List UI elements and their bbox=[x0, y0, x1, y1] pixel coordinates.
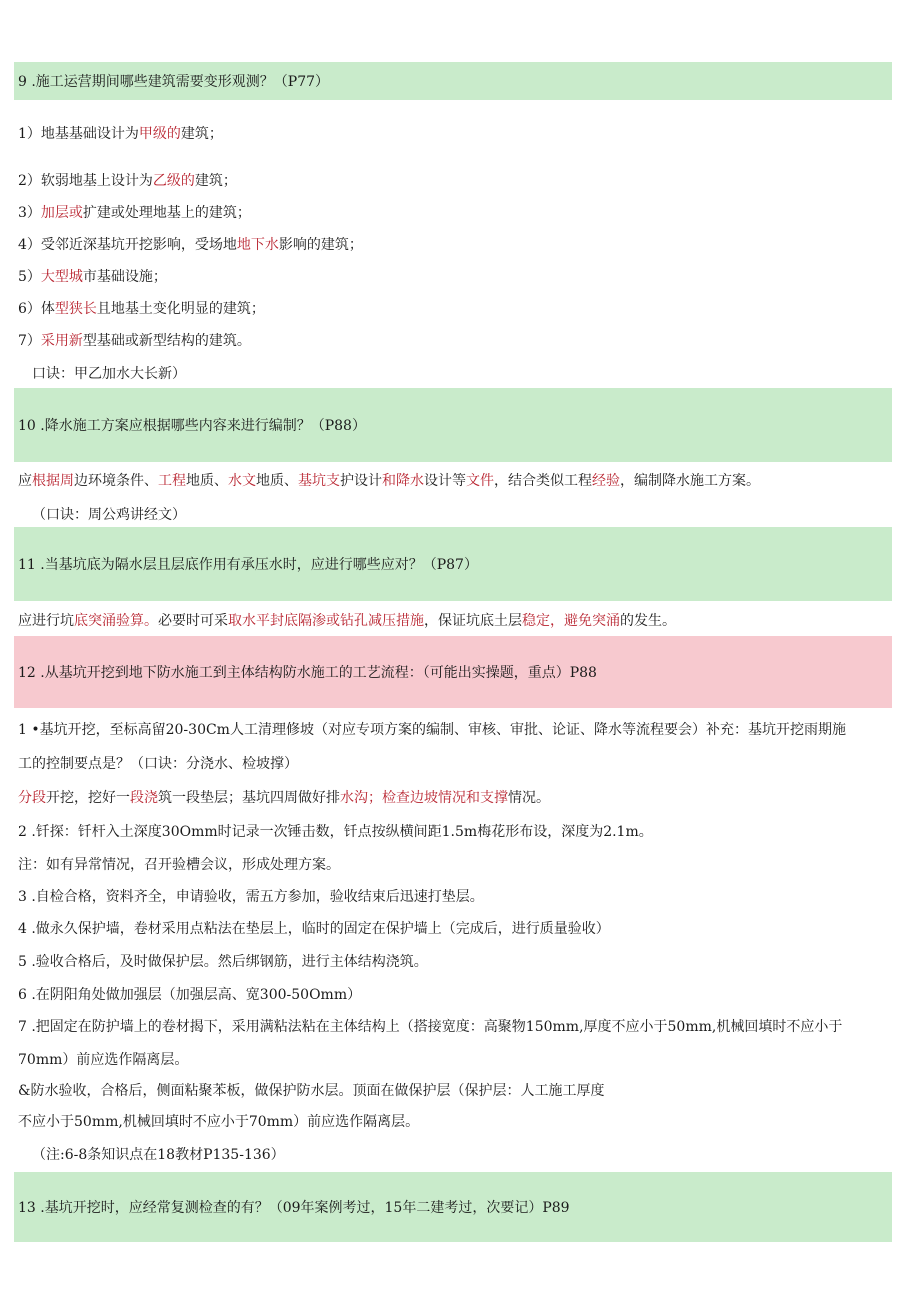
question-9-heading bbox=[14, 62, 892, 100]
text-run: 筑一段垫层；基坑四周做好排 bbox=[158, 790, 340, 806]
q10-mnemonic: （口诀：周公鸡讲经文） bbox=[32, 507, 186, 523]
q12-step-8-line-1: &防水验收，合格后，侧面粘聚苯板，做保护防水层。顶面在做保护层（保护层：人工施工厚度 bbox=[18, 1083, 605, 1099]
q12-step-1-line-2: 工的控制要点是？（口诀：分浇水、检坡撑） bbox=[18, 756, 298, 772]
highlighted-keyword: 地下水 bbox=[236, 237, 279, 253]
text-run: 7） bbox=[18, 333, 41, 349]
text-run: 市基础设施； bbox=[82, 269, 167, 285]
text-run: 地质、 bbox=[186, 473, 228, 489]
text-run: ，保证坑底土层 bbox=[424, 613, 522, 629]
text-run: 建筑； bbox=[180, 126, 223, 142]
q12-step-7-line-1: 7 .把固定在防护墙上的卷材揭下，采用满粘法粘在主体结构上（搭接宽度：高聚物150mm,厚度不应小于50mm,机械回填时不应小于 bbox=[18, 1019, 843, 1035]
highlighted-keyword: 取水平封底隔渗或钻孔减压措施 bbox=[228, 613, 424, 629]
text-run: 2）软弱地基上设计为 bbox=[18, 173, 153, 189]
q9-item-1 bbox=[18, 124, 900, 144]
question-9-title: 9 .施工运营期间哪些建筑需要变形观测？（P77） bbox=[18, 74, 330, 90]
highlighted-keyword: 底突涌验算。 bbox=[74, 613, 158, 629]
text-run: 1）地基基础设计为 bbox=[18, 126, 139, 142]
highlighted-keyword: 段浇 bbox=[130, 790, 158, 806]
q9-item-7 bbox=[18, 331, 900, 351]
text-run: ，结合类似工程 bbox=[494, 473, 592, 489]
text-run: 4）受邻近深基坑开挖影响，受场地 bbox=[18, 237, 237, 253]
text-run: 5） bbox=[18, 269, 41, 285]
highlighted-keyword: 文件 bbox=[466, 473, 494, 489]
text-run: 必要时可采 bbox=[158, 613, 228, 629]
question-13-heading bbox=[14, 1172, 892, 1242]
q12-step-3: 3 .自检合格，资料齐全，申请验收，需五方参加，验收结束后迅速打垫层。 bbox=[18, 889, 484, 905]
highlighted-keyword: 和降水 bbox=[382, 473, 424, 489]
text-run: ，编制降水施工方案。 bbox=[620, 473, 760, 489]
q12-step-5: 5 .验收合格后，及时做保护层。然后绑钢筋，进行主体结构浇筑。 bbox=[18, 954, 428, 970]
text-run: 且地基土变化明显的建筑； bbox=[96, 301, 265, 317]
question-12-heading bbox=[14, 636, 892, 708]
text-run: 边环境条件、 bbox=[74, 473, 158, 489]
text-run: 建筑； bbox=[194, 173, 237, 189]
question-10-title: 10 .降水施工方案应根据哪些内容来进行编制？（P88） bbox=[18, 418, 366, 434]
text-run: 开挖，挖好一 bbox=[46, 790, 130, 806]
question-11-heading bbox=[14, 527, 892, 601]
highlighted-keyword: 加层或 bbox=[40, 205, 83, 221]
q12-note: 注：如有异常情况，召开验槽会议，形成处理方案。 bbox=[18, 857, 340, 873]
question-12-title: 12 .从基坑开挖到地下防水施工到主体结构防水施工的工艺流程：（可能出实操题，重点）P88 bbox=[18, 665, 597, 681]
q12-step-6: 6 .在阴阳角处做加强层（加强层高、宽300-50Omm） bbox=[18, 987, 362, 1003]
highlighted-keyword: 稳定，避免突涌 bbox=[522, 613, 620, 629]
text-run: 应进行坑 bbox=[18, 613, 74, 629]
q12-step-1-line-1: 1 •基坑开挖，至标高留20-30Cm人工清理修坡（对应专项方案的编制、审核、审批、论证、降水等流程要会）补充：基坑开挖雨期施 bbox=[18, 722, 846, 738]
text-run: 地质、 bbox=[256, 473, 298, 489]
text-run: 的发生。 bbox=[620, 613, 676, 629]
text-run: 6）体 bbox=[18, 301, 55, 317]
text-run: 设计等 bbox=[424, 473, 466, 489]
highlighted-keyword: 经验 bbox=[592, 473, 620, 489]
q9-item-2 bbox=[18, 171, 900, 191]
q9-mnemonic: 口诀：甲乙加水大长新） bbox=[32, 366, 186, 382]
text-run: 应 bbox=[18, 473, 32, 489]
q9-item-3 bbox=[18, 203, 900, 223]
question-13-title: 13 .基坑开挖时，应经常复测检查的有？（09年案例考过，15年二建考过，次要记）P89 bbox=[18, 1200, 570, 1216]
q9-item-4 bbox=[18, 235, 900, 255]
q11-answer bbox=[18, 611, 900, 631]
highlighted-keyword: 乙级的 bbox=[152, 173, 195, 189]
q12-step-7-line-2: 70mm）前应选作隔离层。 bbox=[18, 1052, 189, 1068]
highlighted-keyword: 型狭长 bbox=[54, 301, 97, 317]
q12-step-2: 2 .钎探：钎杆入土深度30Omm时记录一次锤击数，钎点按纵横间距1.5m梅花形布设，深度为2.1m。 bbox=[18, 824, 653, 840]
q9-item-5 bbox=[18, 267, 900, 287]
highlighted-keyword: 甲级的 bbox=[138, 126, 181, 142]
highlighted-keyword: 分段 bbox=[18, 790, 46, 806]
highlighted-keyword: 水沟；检查边坡情况和支撑 bbox=[340, 790, 508, 806]
q12-footnote: （注:6-8条知识点在18教材P135-136） bbox=[32, 1147, 285, 1163]
text-run: 护设计 bbox=[340, 473, 382, 489]
text-run: 3） bbox=[18, 205, 41, 221]
text-run: 型基础或新型结构的建筑。 bbox=[82, 333, 251, 349]
q10-answer bbox=[18, 471, 900, 491]
highlighted-keyword: 根据周 bbox=[32, 473, 74, 489]
question-11-title: 11 .当基坑底为隔水层且层底作用有承压水时，应进行哪些应对？（P87） bbox=[18, 557, 478, 573]
question-10-heading bbox=[14, 388, 892, 462]
highlighted-keyword: 水文 bbox=[228, 473, 256, 489]
text-run: 扩建或处理地基上的建筑； bbox=[82, 205, 251, 221]
highlighted-keyword: 大型城 bbox=[40, 269, 83, 285]
highlighted-keyword: 采用新 bbox=[40, 333, 83, 349]
q9-item-6 bbox=[18, 299, 900, 319]
q12-step-8-line-2: 不应小于50mm,机械回填时不应小于70mm）前应选作隔离层。 bbox=[18, 1114, 420, 1130]
highlighted-keyword: 基坑支 bbox=[298, 473, 340, 489]
text-run: 影响的建筑； bbox=[278, 237, 363, 253]
highlighted-keyword: 工程 bbox=[158, 473, 186, 489]
q12-step-4: 4 .做永久保护墙，卷材采用点粘法在垫层上，临时的固定在保护墙上（完成后，进行质量验收） bbox=[18, 921, 610, 937]
text-run: 情况。 bbox=[508, 790, 550, 806]
q12-rain-control bbox=[18, 788, 900, 808]
